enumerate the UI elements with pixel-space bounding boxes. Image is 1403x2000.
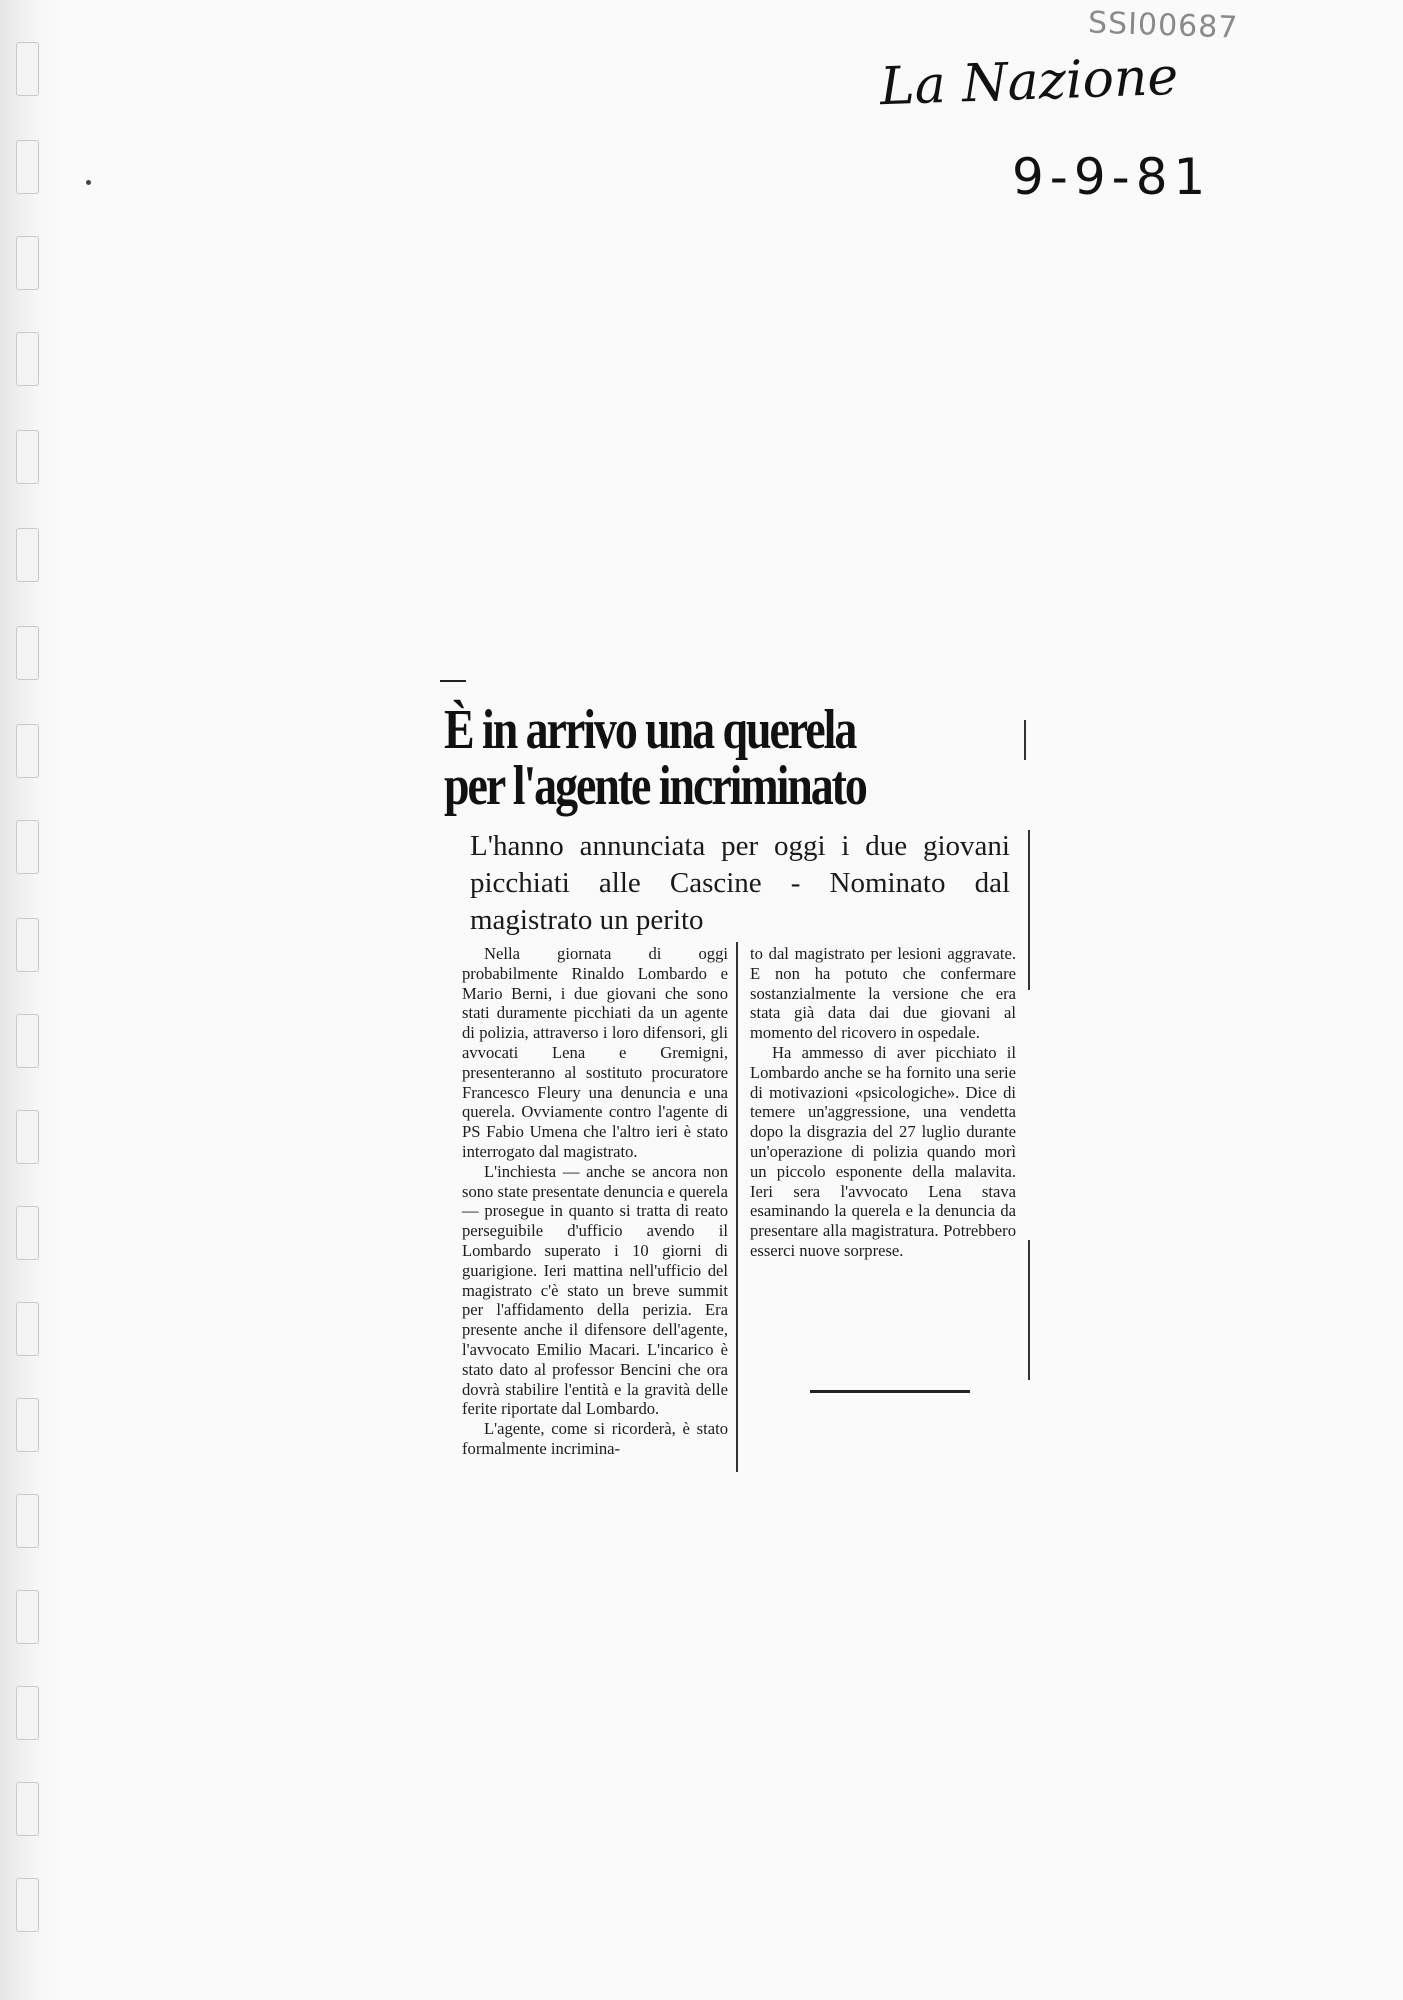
binder-hole: [16, 1590, 39, 1644]
end-rule: [810, 1390, 970, 1393]
paragraph: L'agente, come si ricorderà, è stato formalmente incrimina-: [462, 1419, 728, 1458]
binder-hole: [16, 140, 39, 194]
top-rule: [440, 680, 466, 682]
column-rule: [1028, 1240, 1030, 1380]
binder-hole: [16, 236, 39, 290]
binder-hole: [16, 1878, 39, 1932]
binder-hole: [16, 1302, 39, 1356]
column-rule: [1024, 720, 1026, 760]
binder-hole: [16, 430, 39, 484]
binder-hole: [16, 626, 39, 680]
subheadline: L'hanno annunciata per oggi i due giovani picchiati alle Cascine - Nominato dal magistrato un perito: [470, 830, 1010, 936]
binder-hole: [16, 1014, 39, 1068]
headline-line-1: È in arrivo una querela: [444, 699, 856, 761]
binder-hole: [16, 1782, 39, 1836]
binder-hole: [16, 42, 39, 96]
binder-hole: [16, 724, 39, 778]
article-column-1: [462, 944, 728, 1459]
binder-hole: [16, 1686, 39, 1740]
headline: [444, 699, 936, 817]
handwritten-source: La Nazione: [879, 46, 1180, 118]
paragraph: Ha ammesso di aver picchiato il Lombardo anche se ha fornito una serie di motivazioni «psicologiche». Dice di temere un'aggressione, una vendetta dopo la disgrazia del 27 luglio durante un'operazione di polizia quando morì un piccolo esponente della malavita. Ieri sera l'avvocato Lena stava esaminando la querela e la denuncia da presentare alla magistratura. Potrebbero esserci nuove sorprese.: [750, 1042, 1016, 1260]
handwritten-date: 9-9-81: [1012, 148, 1212, 206]
ink-speck: [86, 180, 91, 185]
column-rule: [1028, 830, 1030, 990]
headline-line-2: per l'agente incriminato: [444, 755, 866, 817]
article-column-2: [750, 944, 1016, 1261]
paragraph: Nella giornata di oggi probabilmente Rinaldo Lombardo e Mario Berni, i due giovani che sono stati duramente picchiati da un agente di polizia, attraverso i loro difensori, gli avvocati Lena e Gremigni, presenteranno al sostituto procuratore Francesco Fleury una denuncia e una querela. Ovviamente contro l'agente di PS Fabio Umena che l'altro ieri è stato interrogato dal magistrato.: [462, 944, 728, 1161]
binder-hole: [16, 820, 39, 874]
paragraph: to dal magistrato per lesioni aggravate. E non ha potuto che confermare sostanzialmente la versione che era stata già data dai due giovani al momento del ricovero in ospedale.: [750, 944, 1016, 1043]
archive-id: SSI00687: [1087, 5, 1239, 46]
binder-hole: [16, 1398, 39, 1452]
binder-hole: [16, 332, 39, 386]
binder-hole: [16, 1206, 39, 1260]
binder-hole: [16, 918, 39, 972]
binder-hole: [16, 1494, 39, 1548]
binder-hole: [16, 1110, 39, 1164]
paragraph: L'inchiesta — anche se ancora non sono state presentate denuncia e querela — prosegue in quanto si tratta di reato perseguibile d'ufficio avendo il Lombardo superato i 10 giorni di guarigione. Ieri mattina nell'ufficio del magistrato c'è stato un breve summit per l'affidamento della perizia. Era presente anche il difensore dell'agente, l'avvocato Emilio Macari. L'incarico è stato dato al professor Bencini che ora dovrà stabilire l'entità e la gravità delle ferite riportate dal Lombardo.: [462, 1161, 728, 1419]
binder-hole: [16, 528, 39, 582]
column-divider: [736, 942, 738, 1472]
